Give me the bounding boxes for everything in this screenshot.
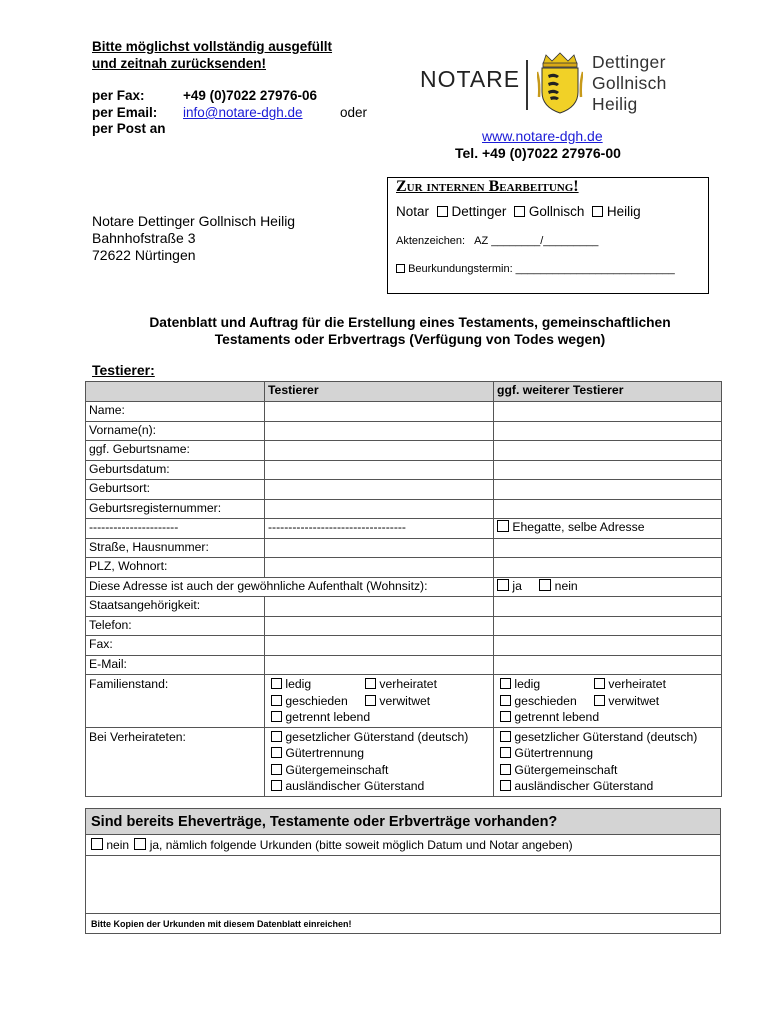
col-header-testierer: Testierer xyxy=(265,382,494,402)
address-line-2: Bahnhofstraße 3 xyxy=(92,230,196,246)
verheiratet-label-1: verheiratet xyxy=(379,677,437,691)
email-field-2[interactable] xyxy=(494,655,722,675)
testierer-heading: Testierer: xyxy=(92,362,155,378)
guetergemeinschaft-label-2: Gütergemeinschaft xyxy=(514,762,618,777)
row-label-name: Name: xyxy=(86,402,265,422)
verwitwet-label-1: verwitwet xyxy=(379,693,431,708)
guetertrennung-label-2: Gütertrennung xyxy=(514,746,593,760)
geburtsdatum-field-1[interactable] xyxy=(265,460,494,480)
row-label-geburtsname: ggf. Geburtsname: xyxy=(86,441,265,461)
logo-divider xyxy=(526,60,528,110)
ledig-label-1: ledig xyxy=(285,677,312,691)
row-label-fax: Fax: xyxy=(86,636,265,656)
az-field[interactable]: AZ ________/_________ xyxy=(474,235,599,247)
row-label-aufenthalt: Diese Adresse ist auch der gewöhnliche Aufenthalt (Wohnsitz): xyxy=(86,577,494,597)
logo-name-2: Gollnisch xyxy=(592,73,667,93)
guetergemeinschaft-label-1: Gütergemeinschaft xyxy=(285,762,389,777)
geschieden-checkbox-2[interactable] xyxy=(500,695,511,706)
auslaendisch-checkbox-1[interactable] xyxy=(271,780,282,791)
instruction-line-1: Bitte möglichst vollständig ausgefüllt xyxy=(92,39,333,54)
plz-field-2[interactable] xyxy=(494,558,722,578)
email-label: per Email: xyxy=(92,105,158,120)
testierer-table xyxy=(85,381,722,797)
ledig-label-2: ledig xyxy=(514,677,541,691)
separator-col1: ---------------------------------- xyxy=(265,519,494,539)
prior-ja-checkbox[interactable] xyxy=(134,838,146,850)
post-label: per Post an xyxy=(92,121,166,136)
form-title xyxy=(60,314,760,348)
address-line-1: Notare Dettinger Gollnisch Heilig xyxy=(92,213,296,229)
prior-documents-heading: Sind bereits Eheverträge, Testamente oder Erbverträge vorhanden? xyxy=(86,809,721,835)
gueterstand-cell-1 xyxy=(265,727,494,796)
row-label-geburtsdatum: Geburtsdatum: xyxy=(86,460,265,480)
coat-of-arms-icon xyxy=(537,52,583,114)
guetertrennung-checkbox-1[interactable] xyxy=(271,747,282,758)
geburtsdatum-field-2[interactable] xyxy=(494,460,722,480)
email-field-1[interactable] xyxy=(265,655,494,675)
prior-documents-table xyxy=(85,808,721,934)
ehegatte-cell xyxy=(494,519,722,539)
row-label-familienstand: Familienstand: xyxy=(86,675,265,728)
notar-heilig-checkbox[interactable] xyxy=(592,206,603,217)
prior-nein-label: nein xyxy=(106,838,130,852)
ehegatte-label: Ehegatte, selbe Adresse xyxy=(512,520,645,534)
getrennt-label-2: getrennt lebend xyxy=(514,710,600,724)
notar-dettinger-checkbox[interactable] xyxy=(437,206,448,217)
vorname-field-1[interactable] xyxy=(265,421,494,441)
row-label-staatsangehoerigkeit: Staatsangehörigkeit: xyxy=(86,597,265,617)
form-title-line-2: Testaments oder Erbvertrags (Verfügung von Todes wegen) xyxy=(214,332,606,347)
notar-gollnisch-checkbox[interactable] xyxy=(514,206,525,217)
ledig-checkbox-1[interactable] xyxy=(271,678,282,689)
aufenthalt-nein-label: nein xyxy=(554,578,578,593)
prior-documents-textarea[interactable] xyxy=(86,856,721,914)
staatsangehoerigkeit-field-1[interactable] xyxy=(265,597,494,617)
plz-field-1[interactable] xyxy=(265,558,494,578)
familienstand-cell-2 xyxy=(494,675,722,728)
strasse-field-1[interactable] xyxy=(265,538,494,558)
geschieden-label-2: geschieden xyxy=(514,693,577,708)
fax-field-2[interactable] xyxy=(494,636,722,656)
geschieden-label-1: geschieden xyxy=(285,693,348,708)
verheiratet-checkbox-2[interactable] xyxy=(594,678,605,689)
getrennt-label-1: getrennt lebend xyxy=(285,710,371,724)
logo-name-1: Dettinger xyxy=(592,52,666,72)
telefon-field-2[interactable] xyxy=(494,616,722,636)
getrennt-checkbox-1[interactable] xyxy=(271,711,282,722)
beurkundung-checkbox[interactable] xyxy=(396,264,405,273)
gueterstand-gesetzlich-label-2: gesetzlicher Güterstand (deutsch) xyxy=(514,729,698,744)
beurkundung-label[interactable]: Beurkundungstermin: __________________________ xyxy=(408,263,675,275)
geburtsname-field-2[interactable] xyxy=(494,441,722,461)
prior-documents-footer: Bitte Kopien der Urkunden mit diesem Datenblatt einreichen! xyxy=(86,914,721,934)
row-label-telefon: Telefon: xyxy=(86,616,265,636)
verwitwet-label-2: verwitwet xyxy=(608,693,660,708)
strasse-field-2[interactable] xyxy=(494,538,722,558)
form-title-line-1: Datenblatt und Auftrag für die Erstellung eines Testaments, gemeinschaftlichen xyxy=(149,315,671,330)
fax-value: +49 (0)7022 27976-06 xyxy=(183,88,317,103)
notar-heilig-label: Heilig xyxy=(606,204,641,219)
row-label-verheirateten: Bei Verheirateten: xyxy=(86,727,265,796)
name-field-2[interactable] xyxy=(494,402,722,422)
verwitwet-checkbox-1[interactable] xyxy=(365,695,376,706)
geburtsregister-field-2[interactable] xyxy=(494,499,722,519)
email-or: oder xyxy=(340,105,368,120)
verheiratet-label-2: verheiratet xyxy=(608,677,666,691)
row-label-plz: PLZ, Wohnort: xyxy=(86,558,265,578)
notar-dettinger-label: Dettinger xyxy=(451,204,507,219)
col-header-weiterer: ggf. weiterer Testierer xyxy=(494,382,722,402)
phone-number: Tel. +49 (0)7022 27976-00 xyxy=(455,145,621,161)
address-line-3: 72622 Nürtingen xyxy=(92,247,196,263)
website-link[interactable]: www.notare-dgh.de xyxy=(482,128,603,144)
logo-brand: NOTARE xyxy=(420,66,521,92)
row-label-geburtsregister: Geburtsregisternummer: xyxy=(86,499,265,519)
ledig-checkbox-2[interactable] xyxy=(500,678,511,689)
row-label-geburtsort: Geburtsort: xyxy=(86,480,265,500)
guetergemeinschaft-checkbox-2[interactable] xyxy=(500,764,511,775)
gueterstand-cell-2 xyxy=(494,727,722,796)
gueterstand-gesetzlich-checkbox-2[interactable] xyxy=(500,731,511,742)
row-label-strasse: Straße, Hausnummer: xyxy=(86,538,265,558)
row-label-vorname: Vorname(n): xyxy=(86,421,265,441)
fax-label: per Fax: xyxy=(92,88,145,103)
guetertrennung-checkbox-2[interactable] xyxy=(500,747,511,758)
logo-names xyxy=(592,52,667,115)
guetertrennung-label-1: Gütertrennung xyxy=(285,746,364,760)
auslaendisch-checkbox-2[interactable] xyxy=(500,780,511,791)
email-link[interactable]: info@notare-dgh.de xyxy=(183,105,303,120)
geburtsregister-field-1[interactable] xyxy=(265,499,494,519)
auslaendisch-label-1: ausländischer Güterstand xyxy=(285,779,425,793)
ehegatte-checkbox[interactable] xyxy=(497,520,509,532)
telefon-field-1[interactable] xyxy=(265,616,494,636)
geburtsort-field-1[interactable] xyxy=(265,480,494,500)
internal-title: Zur internen Bearbeitung! xyxy=(396,178,579,195)
logo-name-3: Heilig xyxy=(592,94,638,114)
instruction-line-2: und zeitnah zurücksenden! xyxy=(92,56,267,71)
notar-gollnisch-label: Gollnisch xyxy=(528,204,585,219)
recipient-address xyxy=(92,213,295,264)
geburtsort-field-2[interactable] xyxy=(494,480,722,500)
auslaendisch-label-2: ausländischer Güterstand xyxy=(514,779,654,793)
aufenthalt-nein-checkbox[interactable] xyxy=(539,579,551,591)
internal-processing-box xyxy=(387,177,709,294)
prior-documents-options xyxy=(86,835,721,856)
az-row xyxy=(396,235,598,247)
familienstand-cell-1 xyxy=(265,675,494,728)
guetergemeinschaft-checkbox-1[interactable] xyxy=(271,764,282,775)
geburtsname-field-1[interactable] xyxy=(265,441,494,461)
geschieden-checkbox-1[interactable] xyxy=(271,695,282,706)
prior-ja-label: ja, nämlich folgende Urkunden (bitte soweit möglich Datum und Notar angeben) xyxy=(149,838,573,852)
notar-selection xyxy=(396,204,641,219)
getrennt-checkbox-2[interactable] xyxy=(500,711,511,722)
row-label-email: E-Mail: xyxy=(86,655,265,675)
aufenthalt-cell xyxy=(494,577,722,597)
gueterstand-gesetzlich-checkbox-1[interactable] xyxy=(271,731,282,742)
gueterstand-gesetzlich-label-1: gesetzlicher Güterstand (deutsch) xyxy=(285,729,469,744)
az-label: Aktenzeichen: xyxy=(396,235,466,247)
aufenthalt-ja-checkbox[interactable] xyxy=(497,579,509,591)
verwitwet-checkbox-2[interactable] xyxy=(594,695,605,706)
verheiratet-checkbox-1[interactable] xyxy=(365,678,376,689)
fax-field-1[interactable] xyxy=(265,636,494,656)
separator-label: ---------------------- xyxy=(86,519,265,539)
table-header-blank xyxy=(86,382,265,402)
name-field-1[interactable] xyxy=(265,402,494,422)
beurkundung-row xyxy=(396,263,675,275)
staatsangehoerigkeit-field-2[interactable] xyxy=(494,597,722,617)
vorname-field-2[interactable] xyxy=(494,421,722,441)
aufenthalt-ja-label: ja xyxy=(512,578,522,593)
notar-label: Notar xyxy=(396,204,430,219)
prior-nein-checkbox[interactable] xyxy=(91,838,103,850)
